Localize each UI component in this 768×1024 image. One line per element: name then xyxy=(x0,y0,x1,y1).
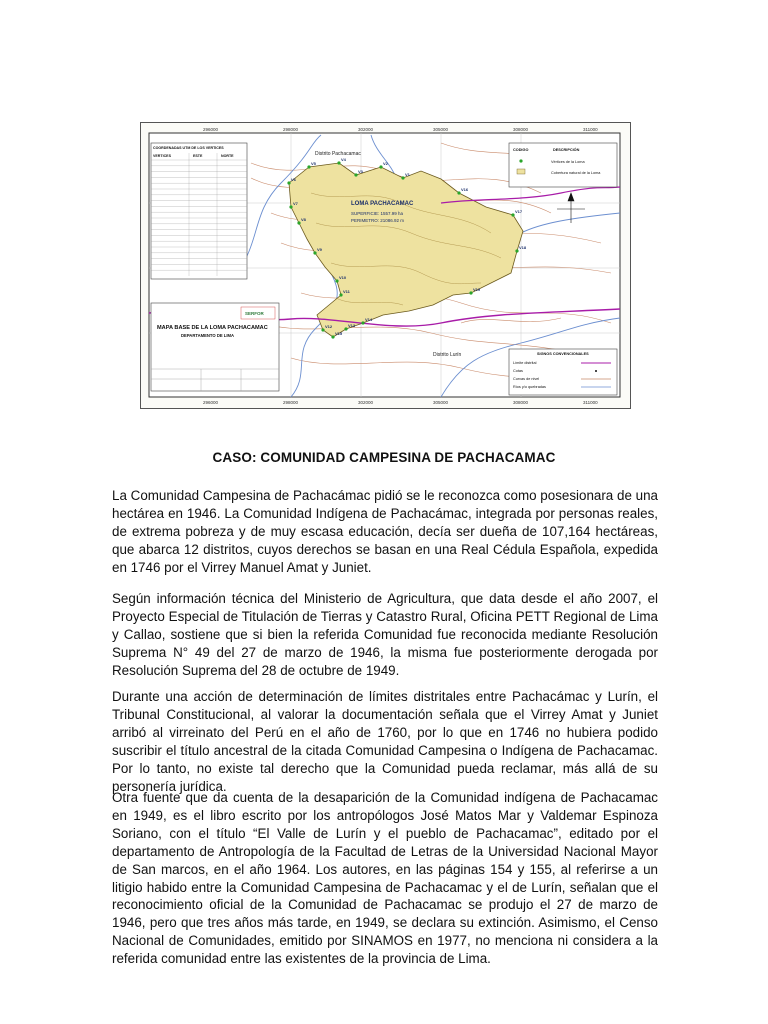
vertex-label: V9 xyxy=(317,247,322,252)
legend-col-desc: DESCRIPCIÓN xyxy=(553,148,580,152)
x-tick-top-label: 308000 xyxy=(513,127,529,132)
x-tick-top-label: 311000 xyxy=(583,127,598,132)
vertex-label: V16 xyxy=(461,187,469,192)
map-canvas xyxy=(141,123,630,408)
paragraph-2: Según información técnica del Ministerio de Agricultura, que data desde el año 2007, el Proyecto Especial de Titulación de Tierras y Catastro Rural, Oficina PETT Regional de Lima y Callao, sostiene que si bien la referida Comunidad fue reconocida mediante Resolución Suprema N° 49 del 27 de marzo de 1946, la misma fue posteriormente derogada por Resolución Suprema del 28 de octubre de 1949. xyxy=(112,591,658,678)
perimetro-label: PERIMETRO: 21086.92 m xyxy=(351,218,405,223)
coords-col-vertices: VERTICES xyxy=(153,154,171,158)
legend-vertex-swatch xyxy=(519,159,522,162)
coords-table-header: COORDENADAS UTM DE LOS VERTICES xyxy=(153,146,224,150)
vertex-label: V11 xyxy=(343,289,350,294)
vertex-label: V19 xyxy=(473,287,481,292)
x-tick-top-label: 296000 xyxy=(203,127,219,132)
convention-cotas: Cotas xyxy=(513,369,523,373)
vertex-label: V1 xyxy=(405,172,410,177)
vertex-label: V18 xyxy=(519,245,527,250)
x-ticks-top xyxy=(203,127,598,132)
convention-cotas-swatch xyxy=(595,370,597,372)
x-tick-top-label: 305000 xyxy=(433,127,449,132)
x-ticks-bottom xyxy=(203,400,598,405)
convention-district: Límite distrital xyxy=(513,361,537,365)
convention-rivers: Ríos y/o quebradas xyxy=(513,385,546,389)
legend-cover-swatch xyxy=(517,169,525,174)
vertex-label: V14 xyxy=(365,317,373,322)
vertex-label: V8 xyxy=(301,217,306,222)
x-tick-bottom-label: 296000 xyxy=(203,400,219,405)
paragraph-4: Otra fuente que da cuenta de la desaparición de la Comunidad indígena de Pachacamac en 1949, es el libro escrito por los antropólogos José Matos Mar y Valdemar Espinoza Soriano, con el título “El Valle de Lurín y el pueblo de Pachacamac”, editado por el departamento de Antropología de la Facultad de Letras de la Universidad Nacional Mayor de San marcos, en el año 1964. Los autores, en las páginas 154 y 155, al referirse a un litigio habido entre la Comunidad Campesina de Pachacamac y el de Lurín, señalan que el reconocimiento oficial de la Comunidad de Pachacamac se produjo el 27 de marzo de 1946, pero que tres años más tarde, en 1949, se declara su extinción. Asimismo, el Censo Nacional de Comunidades, emitido por SINAMOS en 1977, no menciona ni considera a la referida comunidad entre las existentes de la provincia de Lima. xyxy=(112,790,658,967)
legend-item-cover: Cobertura natural de la Loma xyxy=(551,171,601,175)
vertex-label: V17 xyxy=(515,209,523,214)
map-figure xyxy=(140,122,631,409)
convention-contours: Curvas de nivel xyxy=(513,377,540,381)
x-tick-bottom-label: 302000 xyxy=(358,400,374,405)
map-title: MAPA BASE DE LA LOMA PACHACAMAC xyxy=(157,325,268,331)
conventions-title: SIGNOS CONVENCIONALES xyxy=(537,352,589,356)
vertex-label: V2 xyxy=(383,161,388,166)
vertex-label: V15 xyxy=(335,331,343,336)
vertex-label: V5 xyxy=(311,161,316,166)
vertex-label: V12 xyxy=(325,324,333,329)
vertex-label: V6 xyxy=(291,177,296,182)
legend-item-vertices: Vértices de la Loma xyxy=(551,160,585,164)
x-tick-top-label: 298000 xyxy=(283,127,299,132)
x-tick-bottom-label: 298000 xyxy=(283,400,299,405)
legend-col-codigo: CODIGO xyxy=(513,148,529,152)
map-subtitle: DEPARTAMENTO DE LIMA xyxy=(181,333,235,338)
superficie-label: SUPERFICIE: 1557.99 ha xyxy=(351,211,404,216)
coords-col-este: ESTE xyxy=(193,154,203,158)
x-tick-bottom-label: 305000 xyxy=(433,400,449,405)
x-tick-bottom-label: 308000 xyxy=(513,400,529,405)
vertex-label: V3 xyxy=(358,169,363,174)
vertex-label: V10 xyxy=(339,275,347,280)
document-title: CASO: COMUNIDAD CAMPESINA DE PACHACAMAC xyxy=(212,450,556,465)
vertex-label: V13 xyxy=(348,323,356,328)
vertex-label: V7 xyxy=(293,201,298,206)
coords-col-norte: NORTE xyxy=(221,154,234,158)
logo-text: SERFOR xyxy=(245,311,264,316)
paragraph-3: Durante una acción de determinación de límites distritales entre Pachacámac y Lurín, el Tribunal Constitucional, al valorar la documentación señala que el Virrey Amat y Juniet arribó al virreinato del Perú en el año de 1760, por lo que en 1746 no hubiera podido suscribir el título ancestral de la citada Comunidad Campesina o Indígena de Pachacamac. Por lo tanto, no existe tal derecho que la Comunidad pueda reclamar, más allá de su personería jurídica. xyxy=(112,689,658,794)
district-south-label: Distrito Lurín xyxy=(433,352,462,358)
x-tick-top-label: 302000 xyxy=(358,127,374,132)
district-north-label: Distrito Pachacamac xyxy=(315,151,361,157)
paragraph-1: La Comunidad Campesina de Pachacámac pidió se le reconozca como posesionara de una hectárea en 1946. La Comunidad Indígena de Pachacámac, integrada por personas reales, de extrema pobreza y de muy escasa educación, decía ser dueña de 107,164 hectáreas, que abarca 12 distritos, cuyos derechos se basan en una Real Cédula Española, expedida en 1746 por el Virrey Manuel Amat y Juniet. xyxy=(112,488,658,575)
vertex-label: V4 xyxy=(341,157,346,162)
x-tick-bottom-label: 311000 xyxy=(583,400,598,405)
loma-name-label: LOMA PACHACAMAC xyxy=(351,201,414,207)
